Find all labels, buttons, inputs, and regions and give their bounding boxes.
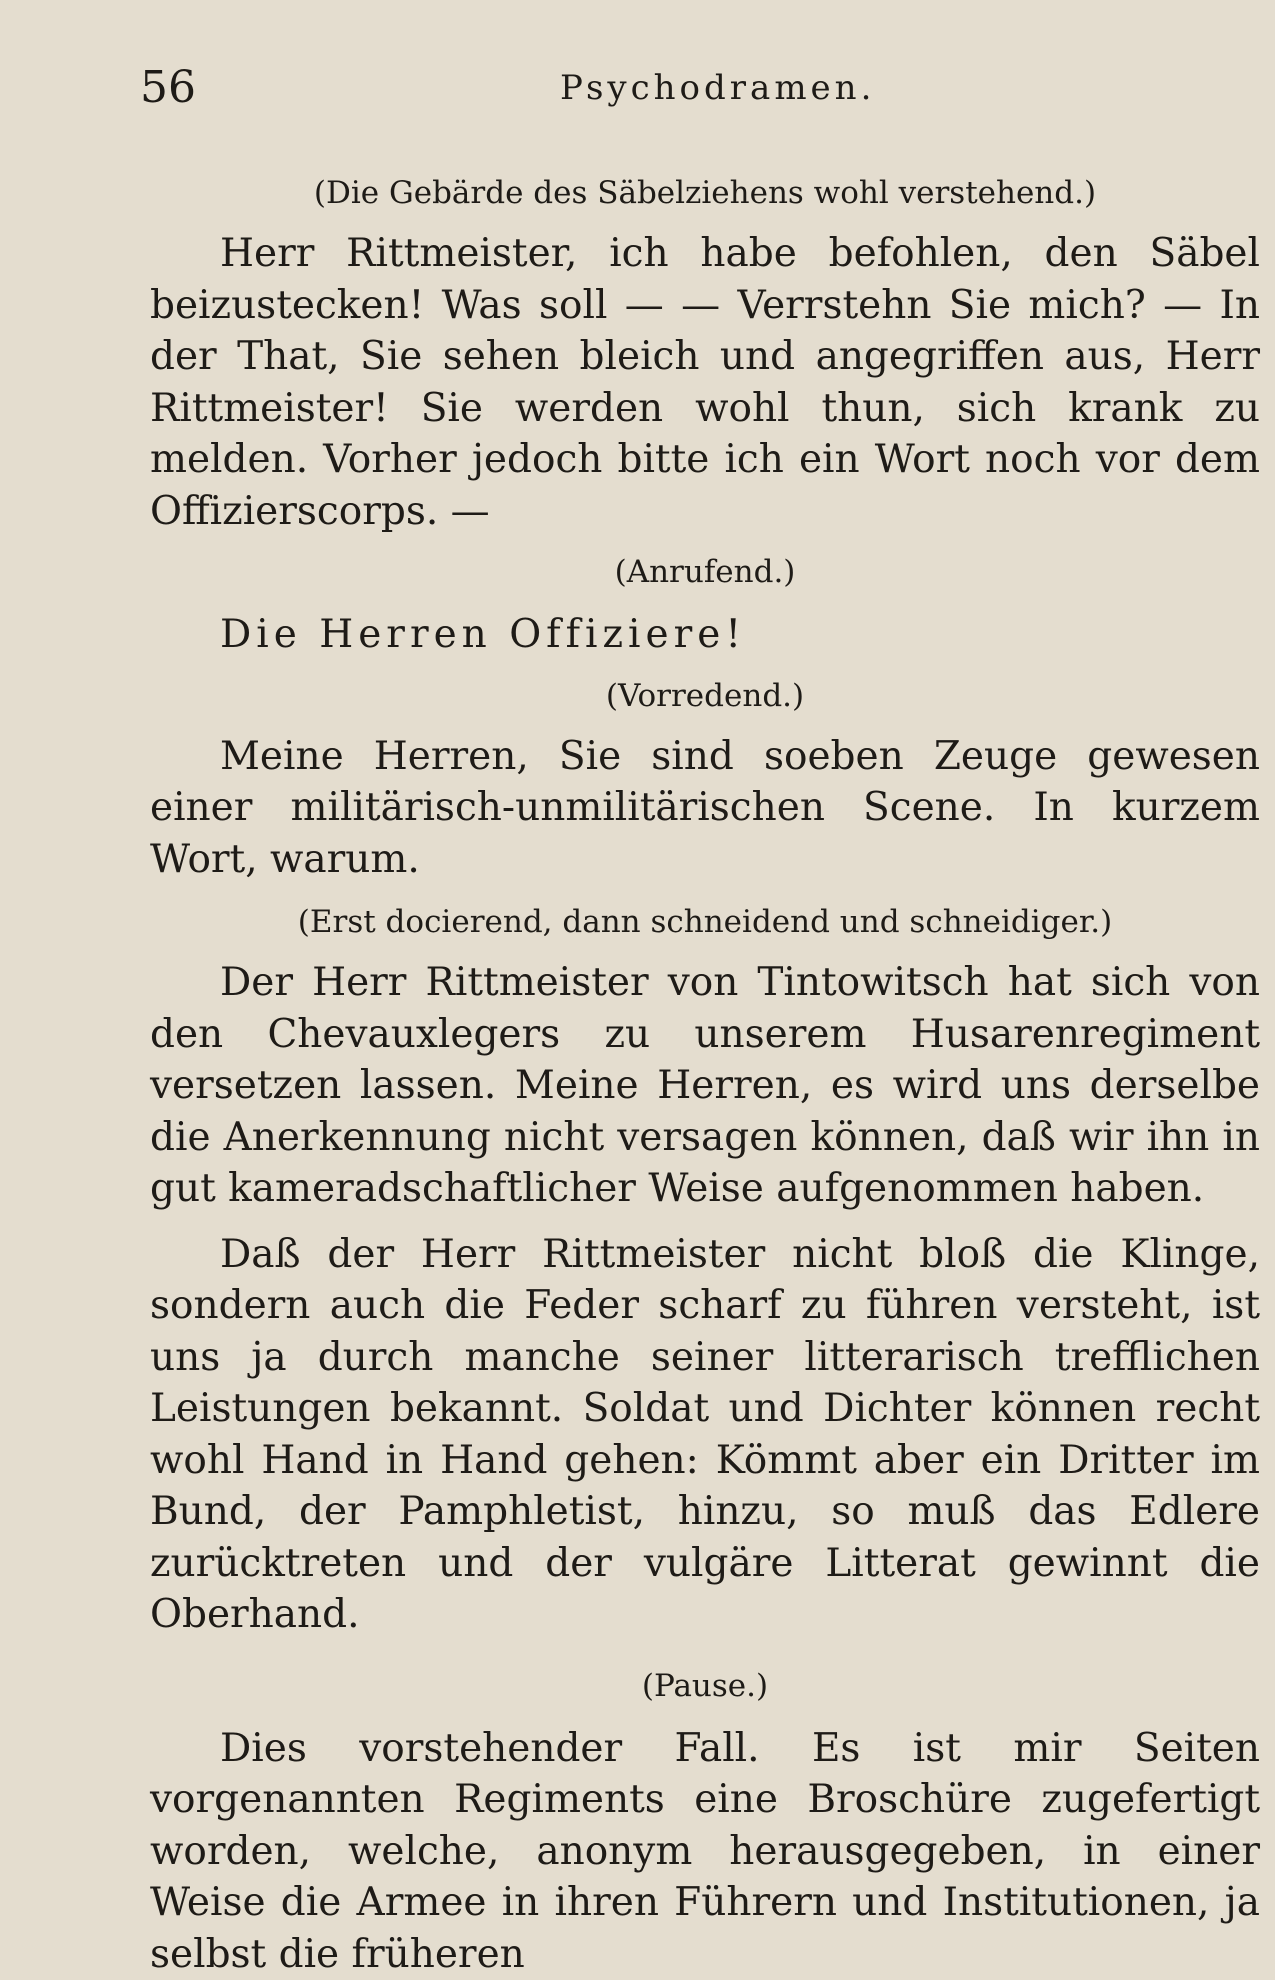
stage-direction: (Die Gebärde des Säbelziehens wohl verstehend.) — [150, 168, 1260, 218]
stage-direction: (Pause.) — [150, 1661, 1260, 1711]
running-head: Psychodramen. — [560, 68, 875, 108]
page-header — [140, 62, 1125, 122]
page-body — [150, 168, 1260, 1980]
paragraph: Der Herr Rittmeister von Tintowitsch hat sich von den Chevauxlegers zu unserem Husarenregiment versetzen lassen. Meine Herren, es wird uns derselbe die Anerkennung nicht versagen können, daß wir ihn in gut kameradschaftlicher Weise aufgenommen haben. — [150, 957, 1260, 1215]
paragraph: Herr Rittmeister, ich habe befohlen, den Säbel beizustecken! Was soll — — Verrstehn Sie mich? — In der That, Sie sehen bleich und angegriffen aus, Herr Rittmeister! Sie werden wohl thun, sich krank zu melden. Vorher jedoch bitte ich ein Wort noch vor dem Offizierscorps. — — [150, 228, 1260, 537]
paragraph: Meine Herren, Sie sind soeben Zeuge gewesen einer militärisch-unmilitärischen Scene. In kurzem Wort, warum. — [150, 731, 1260, 886]
stage-direction: (Erst docierend, dann schneidend und schneidiger.) — [150, 897, 1260, 947]
stage-direction: (Vorredend.) — [150, 671, 1260, 721]
paragraph: Die Herren Offiziere! — [150, 609, 1260, 661]
paragraph: Dies vorstehender Fall. Es ist mir Seiten vorgenannten Regiments eine Broschüre zugefertigt worden, welche, anonym herausgegeben, in einer Weise die Armee in ihren Führern und Institutionen, ja selbst die früheren — [150, 1723, 1260, 1980]
stage-direction: (Anrufend.) — [150, 547, 1260, 597]
paragraph: Daß der Herr Rittmeister nicht bloß die Klinge, sondern auch die Feder scharf zu führen versteht, ist uns ja durch manche seiner litterarisch trefflichen Leistungen bekannt. Soldat und Dichter können recht wohl Hand in Hand gehen: Kömmt aber ein Dritter im Bund, der Pamphletist, hinzu, so muß das Edlere zurücktreten und der vulgäre Litterat gewinnt die Oberhand. — [150, 1229, 1260, 1641]
page-number: 56 — [140, 62, 196, 113]
